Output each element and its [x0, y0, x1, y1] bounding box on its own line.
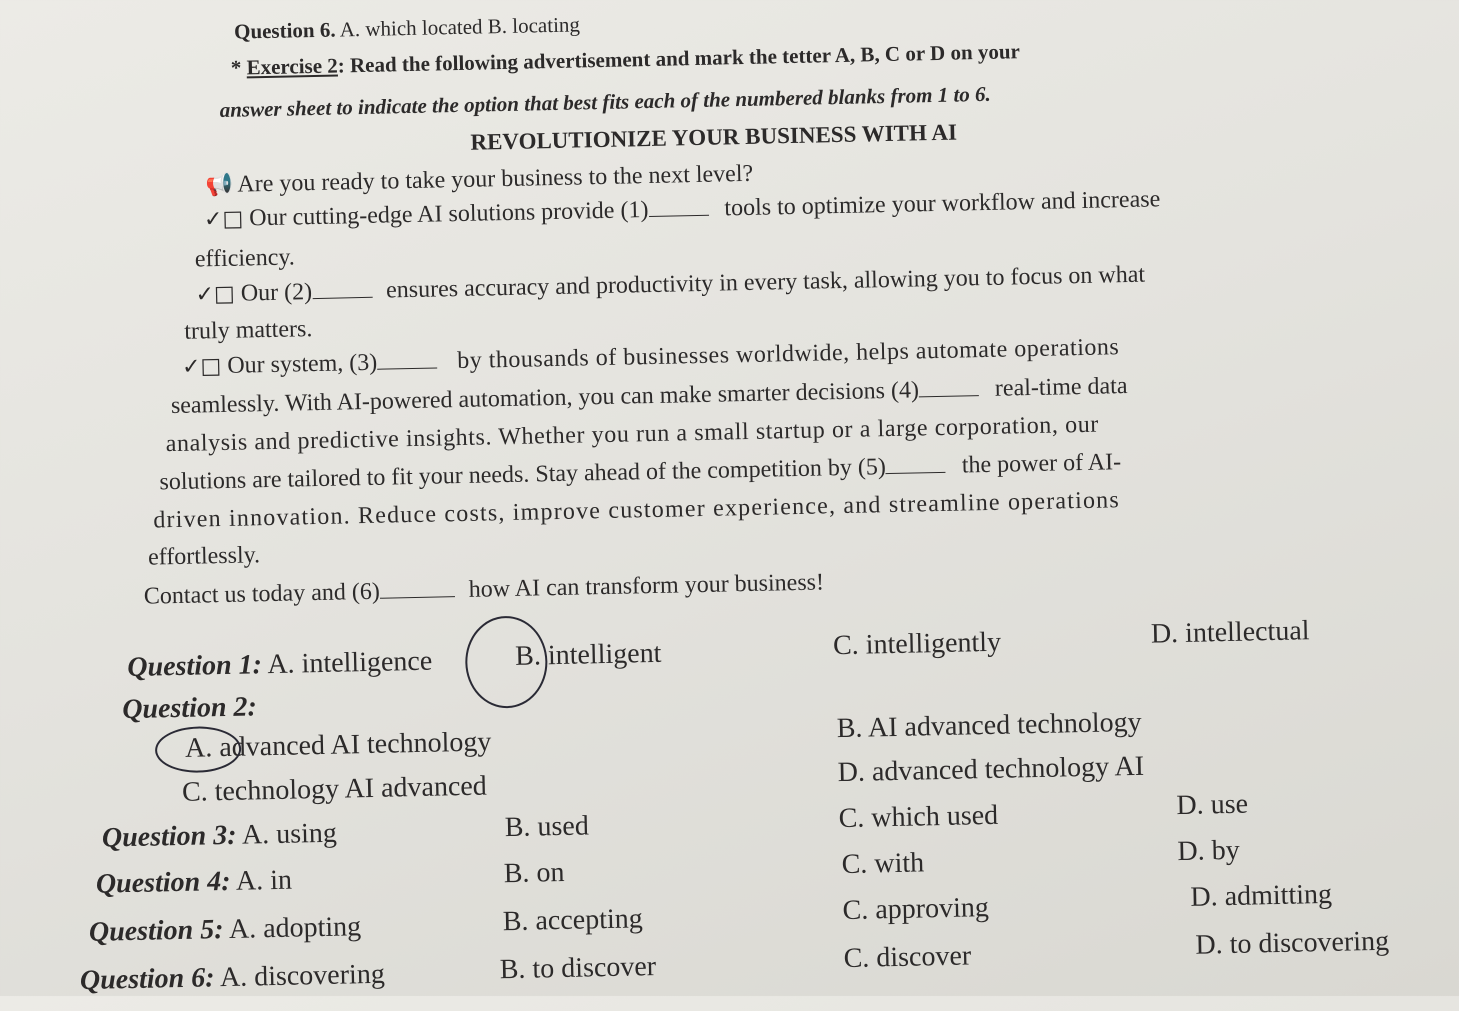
blank-2 [312, 279, 372, 299]
megaphone-icon: 📢 [205, 172, 233, 199]
option-a: A. discovering [219, 958, 386, 994]
question-2-label: Question 2: [121, 691, 258, 726]
ad-line-7 [171, 373, 1128, 420]
ad-line-11: effortlessly. [147, 542, 261, 571]
ad-line-12 [144, 569, 825, 610]
q5-option-b: B. accepting [502, 903, 644, 938]
box-icon: □ [222, 206, 244, 232]
option-a: A. using [241, 817, 338, 851]
ad-line-4 [195, 262, 1145, 309]
question-label: Question 6: [79, 962, 215, 997]
q2-option-d: D. advanced technology AI [837, 750, 1145, 789]
q6-option-c: C. discover [843, 940, 972, 975]
ad-line-10: driven innovation. Reduce costs, improve customer experience, and streamline operations [153, 487, 1121, 534]
question-6-options-top: A. which located B. locating [339, 12, 581, 42]
ad-line-6-post: by thousands of businesses worldwide, helps automate operations [456, 334, 1120, 375]
box-icon: □ [200, 353, 222, 380]
exercise-instruction-line1 [231, 39, 1021, 81]
q2-option-c: C. technology AI advanced [181, 770, 488, 808]
ad-line-4-post: ensures accuracy and productivity in every task, allowing you to focus on what [385, 261, 1146, 304]
blank-6 [380, 578, 455, 599]
q2-option-a: A. advanced AI technology [184, 726, 492, 764]
answer-circle [464, 615, 548, 709]
ad-line-6 [182, 334, 1120, 381]
question-label: Question 4: [95, 865, 231, 900]
ad-line-8: analysis and predictive insights. Whether you run a small startup or a large corporation, our [165, 411, 1100, 458]
option-a: A. intelligence [267, 645, 433, 681]
q5-option-d: D. admitting [1190, 878, 1333, 913]
ad-line-9-pre: solutions are tailored to fit your needs. Stay ahead of the competition by (5) [159, 454, 887, 496]
ad-line-1-text: Are you ready to take your business to the next level? [237, 160, 754, 198]
q5-option-c: C. approving [842, 892, 990, 927]
blank-4 [919, 377, 979, 397]
question-3 [102, 818, 338, 855]
ad-line-6-pre: Our system, (3) [227, 349, 378, 379]
q1-option-b: B. intelligent [514, 637, 662, 672]
exercise-label: Exercise 2 [246, 53, 338, 80]
ad-line-12-post: how AI can transform your business! [468, 569, 825, 603]
star-marker: * [230, 55, 242, 80]
exercise-instruction-line2: answer sheet to indicate the option that best fits each of the numbered blanks from 1 to 6. [219, 81, 992, 122]
q3-option-d: D. use [1176, 788, 1249, 822]
q1-option-d: D. intellectual [1150, 615, 1310, 650]
question-1 [127, 646, 432, 684]
question-label: Question 1: [127, 649, 263, 684]
ad-line-5: truly matters. [184, 316, 313, 345]
option-a: A. adopting [228, 911, 362, 945]
box-icon: □ [213, 281, 236, 308]
blank-1 [648, 197, 708, 217]
question-6-label-top: Question 6. [233, 17, 336, 44]
ad-line-9-post: the power of AI- [961, 449, 1122, 479]
question-label: Question 3: [101, 819, 237, 854]
ad-line-7-pre: seamlessly. With AI-powered automation, you can make smarter decisions (4) [170, 377, 920, 420]
blank-3 [377, 349, 437, 369]
ad-line-7-post: real-time data [994, 373, 1128, 402]
ad-line-3: efficiency. [194, 244, 296, 273]
q4-option-d: D. by [1177, 834, 1241, 868]
check-icon: ✓ [181, 354, 201, 380]
answer-circle [155, 726, 242, 774]
q4-option-c: C. with [841, 847, 925, 881]
q3-option-b: B. used [504, 810, 590, 844]
q4-option-b: B. on [503, 856, 565, 890]
instruction-text-1: : Read the following advertisement and mark the tetter A, B, C or D on your [337, 39, 1021, 78]
q1-option-c: C. intelligently [832, 626, 1002, 662]
blank-5 [886, 454, 946, 474]
ad-line-2-pre: Our cutting-edge AI solutions provide (1) [248, 197, 649, 232]
q3-option-c: C. which used [838, 799, 999, 835]
q2-option-b: B. AI advanced technology [836, 706, 1142, 745]
question-5 [89, 911, 362, 949]
q6-option-b: B. to discover [499, 951, 657, 986]
question-label: Question 5: [88, 914, 224, 948]
ad-line-4-pre: Our (2) [240, 279, 313, 307]
question-6 [80, 959, 386, 997]
q6-option-d: D. to discovering [1195, 925, 1390, 961]
check-icon: ✓ [203, 206, 223, 233]
ad-line-1 [205, 161, 753, 199]
ad-line-12-pre: Contact us today and (6) [143, 578, 381, 610]
question-4 [96, 865, 293, 901]
previous-question-line [234, 12, 580, 44]
check-icon: ✓ [195, 282, 215, 308]
option-a: A. in [235, 864, 293, 897]
ad-title: REVOLUTIONIZE YOUR BUSINESS WITH AI [470, 119, 958, 155]
ad-line-2-post: tools to optimize your workflow and increase [724, 186, 1161, 222]
